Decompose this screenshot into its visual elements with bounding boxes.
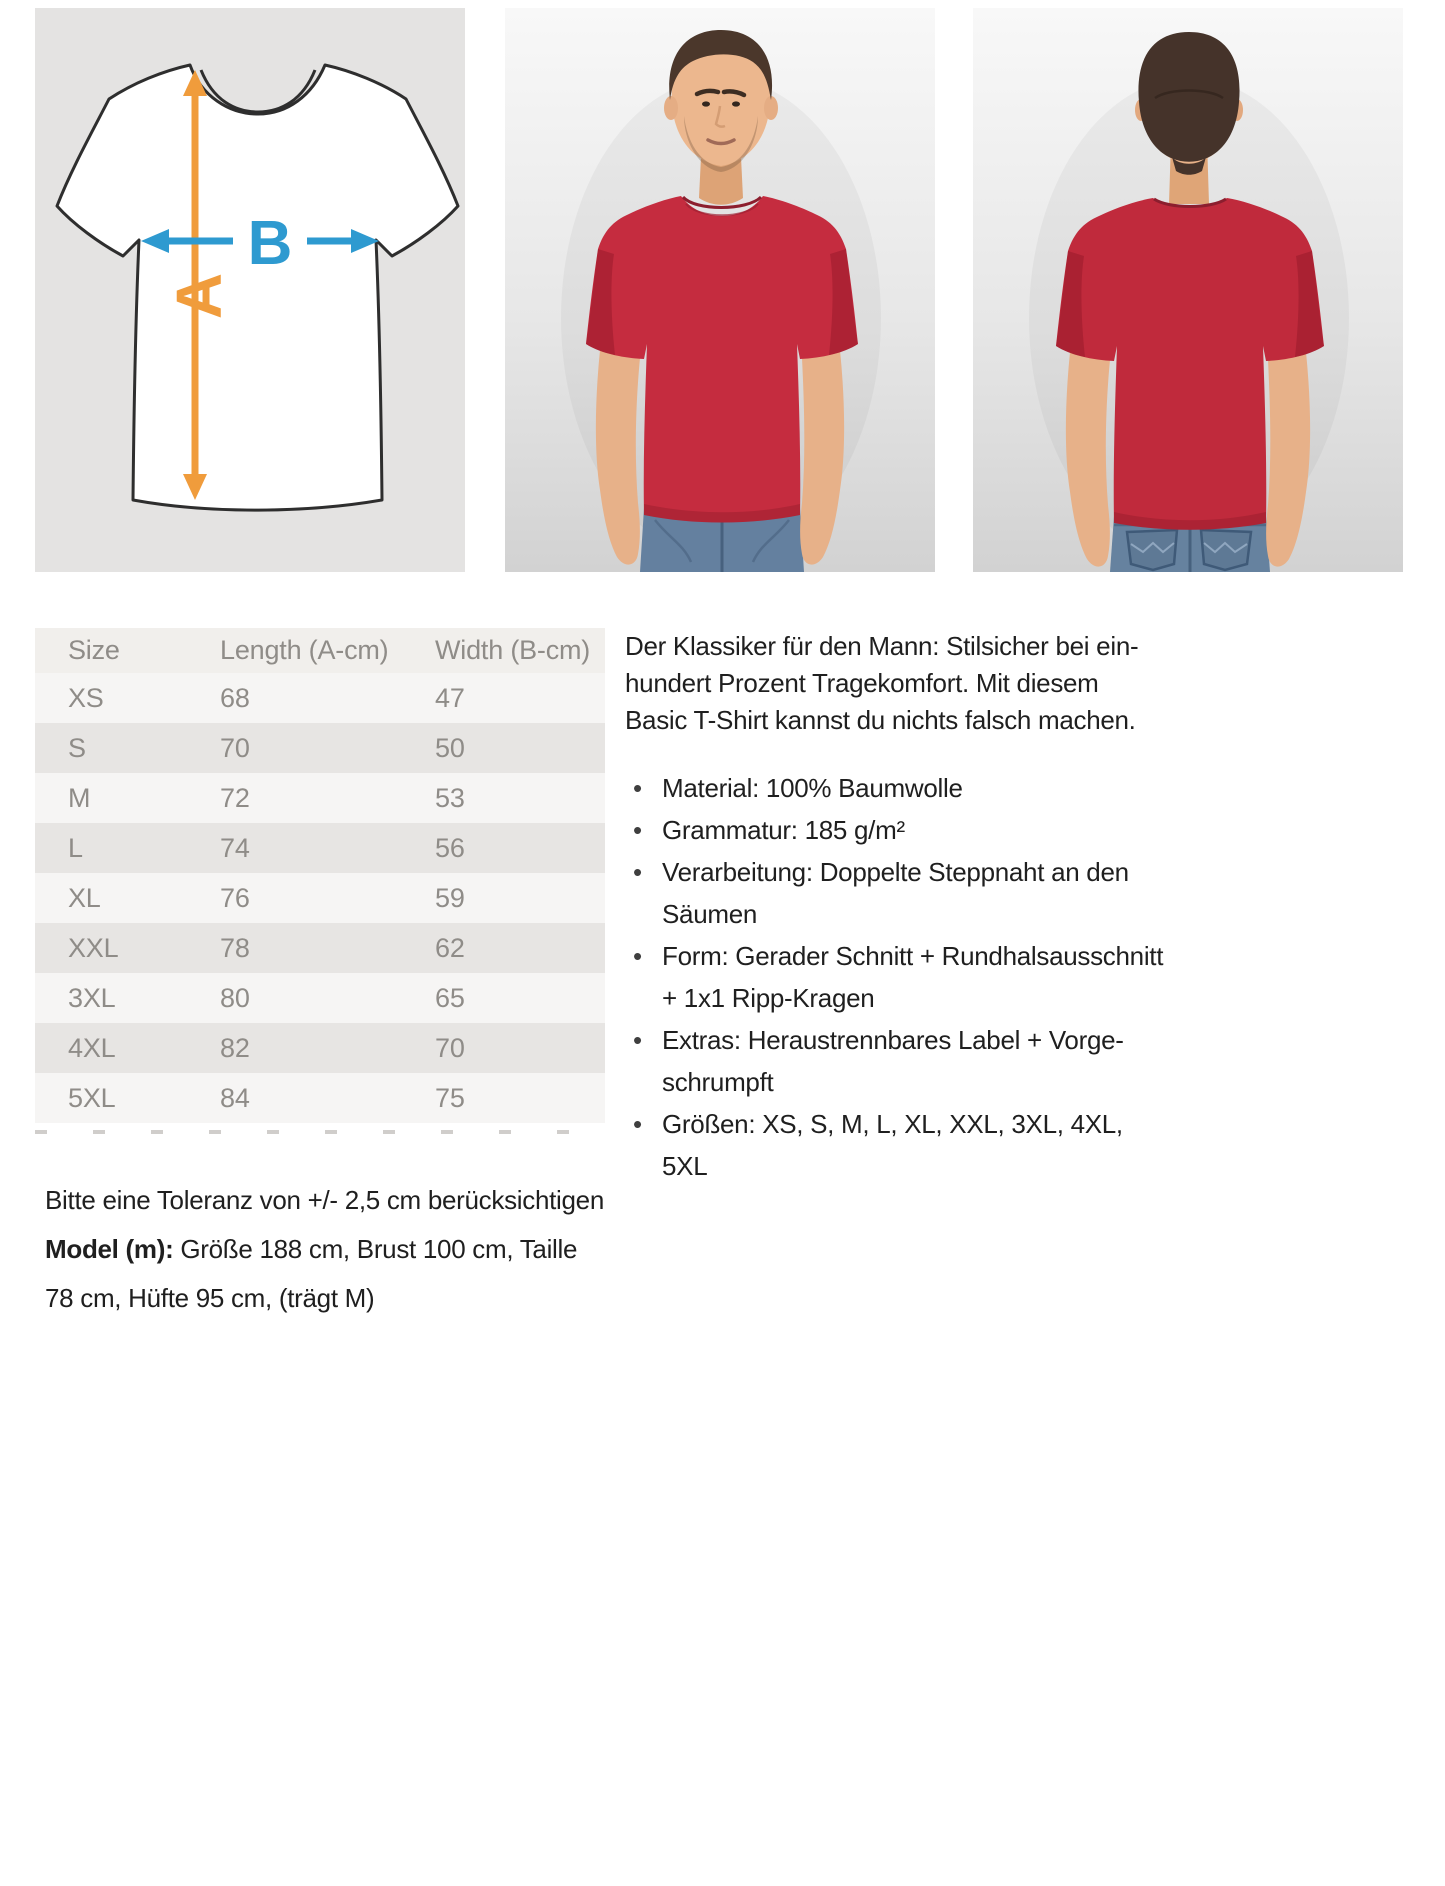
width-value: 65	[435, 982, 465, 1013]
length-value: 78	[220, 932, 250, 963]
model-back-photo	[973, 8, 1403, 572]
width-label: B	[247, 209, 293, 278]
feature-item-material: • Material: 100% Baumwolle	[625, 767, 1170, 809]
feature-item-verarbeitung: • Verarbeitung: Doppelte Steppnaht an den Säumen	[625, 851, 1170, 935]
back-pocket-right	[1201, 530, 1251, 570]
length-value: 70	[220, 732, 250, 763]
size-diagram-image	[35, 8, 465, 572]
feature-list	[625, 767, 1170, 1187]
length-label: A	[163, 272, 235, 320]
size-value: L	[68, 832, 83, 863]
table-row	[35, 773, 605, 823]
size-value: XS	[68, 682, 104, 713]
tolerance-note: Bitte eine Toleranz von +/- 2,5 cm berücksichtigen	[45, 1185, 604, 1215]
size-value: 5XL	[68, 1082, 116, 1113]
width-value: 47	[435, 682, 465, 713]
length-value: 68	[220, 682, 250, 713]
size-table-header	[35, 628, 605, 673]
length-value: 82	[220, 1032, 250, 1063]
length-value: 80	[220, 982, 250, 1013]
feature-item-extras: • Extras: Heraustrennbares Label + Vorge-schrumpft	[625, 1019, 1170, 1103]
description-paragraph	[625, 628, 1170, 739]
width-value: 50	[435, 732, 465, 763]
width-value: 59	[435, 882, 465, 913]
description-line: hundert Prozent Tragekomfort. Mit diesem	[625, 668, 1099, 698]
model-front-photo	[505, 8, 935, 572]
table-row	[35, 1073, 605, 1123]
length-value: 84	[220, 1082, 250, 1113]
model-label: Model (m):	[45, 1234, 174, 1264]
table-row	[35, 1023, 605, 1073]
width-value: 75	[435, 1082, 465, 1113]
size-diagram-graphic	[35, 8, 465, 572]
model-back-illustration	[973, 8, 1403, 572]
feature-item-grammatur: • Grammatur: 185 g/m²	[625, 809, 1170, 851]
header-length: Length (A-cm)	[220, 635, 389, 665]
description-line: Basic T-Shirt kannst du nichts falsch machen.	[625, 705, 1136, 735]
feature-item-groessen: • Größen: XS, S, M, L, XL, XXL, 3XL, 4XL, 5XL	[625, 1103, 1170, 1187]
size-value: XL	[68, 882, 101, 913]
size-table	[35, 628, 605, 1123]
size-value: M	[68, 782, 91, 813]
product-description	[625, 628, 1170, 1187]
table-row	[35, 673, 605, 723]
tshirt-outline	[57, 65, 458, 510]
model-text: Größe 188 cm, Brust 100 cm, Taille 78 cm, Hüfte 95 cm, (trägt M)	[45, 1234, 578, 1313]
size-value: 4XL	[68, 1032, 116, 1063]
header-width: Width (B-cm)	[435, 635, 591, 665]
width-value: 56	[435, 832, 465, 863]
width-value: 70	[435, 1032, 465, 1063]
measurement-notes	[45, 1176, 645, 1323]
width-value: 53	[435, 782, 465, 813]
length-value: 74	[220, 832, 250, 863]
feature-item-form: • Form: Gerader Schnitt + Rundhalsausschnitt + 1x1 Ripp-Kragen	[625, 935, 1170, 1019]
truncated-row-artifact	[35, 1127, 605, 1134]
table-row	[35, 973, 605, 1023]
model-measurements	[45, 1225, 585, 1323]
description-line: Der Klassiker für den Mann: Stilsicher bei ein-	[625, 631, 1139, 661]
table-row	[35, 723, 605, 773]
size-value: XXL	[68, 932, 119, 963]
table-row	[35, 923, 605, 973]
length-value: 76	[220, 882, 250, 913]
table-row	[35, 823, 605, 873]
size-value: 3XL	[68, 982, 116, 1013]
size-value: S	[68, 732, 86, 763]
width-value: 62	[435, 932, 465, 963]
table-row	[35, 873, 605, 923]
model-front-illustration	[505, 8, 935, 572]
back-pocket-left	[1127, 530, 1177, 570]
header-size: Size	[68, 635, 120, 665]
length-value: 72	[220, 782, 250, 813]
